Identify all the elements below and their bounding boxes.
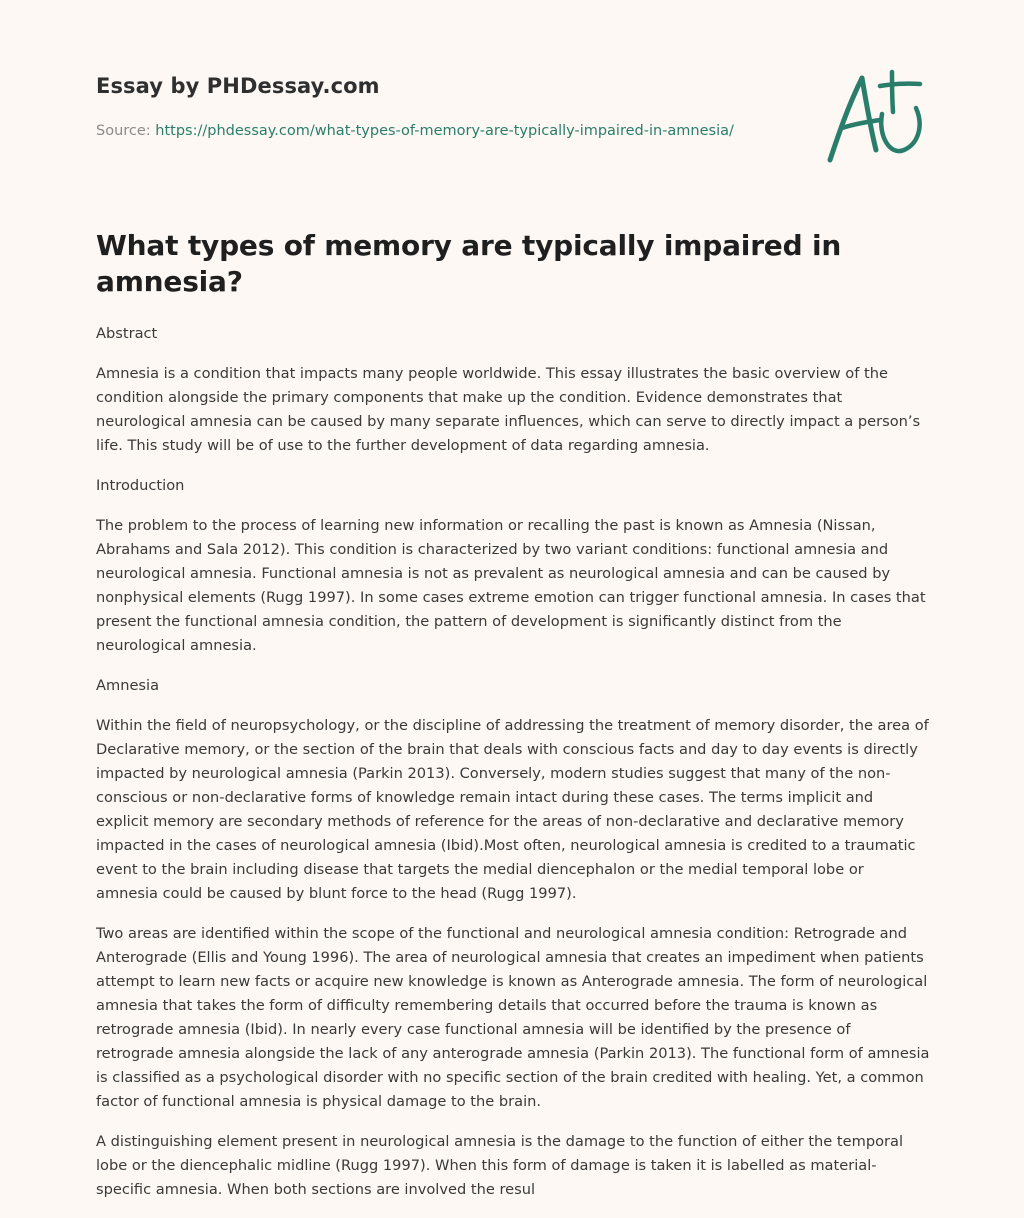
paragraph: The problem to the process of learning new information or recalling the past is known as Amnesia (Nissan, Abrahams and Sala 2012). This condition is characterized by two variant conditions: functional amnesia and neurological amnesia. Functional amnesia is not as prevalent as neurological amnesia and can be caused by nonphysical elements (Rugg 1997). In some cases extreme emotion can trigger functional amnesia. In cases that present the functional amnesia condition, the pattern of development is significantly distinct from the neurological amnesia. (96, 517, 926, 654)
a-plus-logo-icon (820, 66, 930, 166)
section-heading: Introduction (96, 477, 185, 494)
source-label: Source: (96, 123, 151, 139)
paragraph: Within the field of neuropsychology, or the discipline of addressing the treatment of memory disorder, the area of Declarative memory, or the section of the brain that deals with conscious facts and day to day events is directly impacted by neurological amnesia (Parkin 2013). Conversely, modern studies suggest that many of the non-conscious or non-declarative forms of knowledge remain intact during these cases. The terms implicit and explicit memory are secondary methods of reference for the areas of non-declarative and declarative memory impacted in the cases of neurological amnesia (Ibid).Most often, neurological amnesia is credited to a traumatic event to the brain including disease that targets the medial diencephalon or the medial temporal lobe or amnesia could be caused by blunt force to the head (Rugg 1997). (96, 717, 929, 902)
essay-body (96, 322, 930, 1202)
paragraph: Two areas are identified within the scope of the functional and neurological amnesia condition: Retrograde and Anterograde (Ellis and Young 1996). The area of neurological amnesia that creates an impediment when patients attempt to learn new facts or acquire new knowledge is known as Anterograde amnesia. The form of neurological amnesia that takes the form of difficulty remembering details that occurred before the trauma is known as retrograde amnesia (Ibid). In nearly every case functional amnesia will be identified by the presence of retrograde amnesia alongside the lack of any anterograde amnesia (Parkin 2013). The functional form of amnesia is classified as a psychological disorder with no specific section of the brain credited with healing. Yet, a common factor of functional amnesia is physical damage to the brain. (96, 925, 930, 1110)
source-line (96, 123, 796, 139)
page-header (96, 74, 796, 139)
essay-title: What types of memory are typically impaired in amnesia? (96, 229, 842, 298)
paragraph: A distinguishing element present in neurological amnesia is the damage to the function of either the temporal lobe or the diencephalic midline (Rugg 1997). When this form of damage is taken it is labelled as material-specific amnesia. When both sections are involved the resul (96, 1133, 904, 1198)
section-heading: Amnesia (96, 677, 160, 694)
site-title: Essay by PHDessay.com (96, 74, 380, 98)
source-link[interactable]: https://phdessay.com/what-types-of-memory-are-typically-impaired-in-amnesia/ (155, 123, 734, 139)
section-heading: Abstract (96, 325, 158, 342)
paragraph: Amnesia is a condition that impacts many people worldwide. This essay illustrates the basic overview of the condition alongside the primary components that make up the condition. Evidence demonstrates that neurological amnesia can be caused by many separate influences, which can serve to directly impact a person’s life. This study will be of use to the further development of data regarding amnesia. (96, 365, 921, 454)
essay-content (96, 228, 930, 1218)
